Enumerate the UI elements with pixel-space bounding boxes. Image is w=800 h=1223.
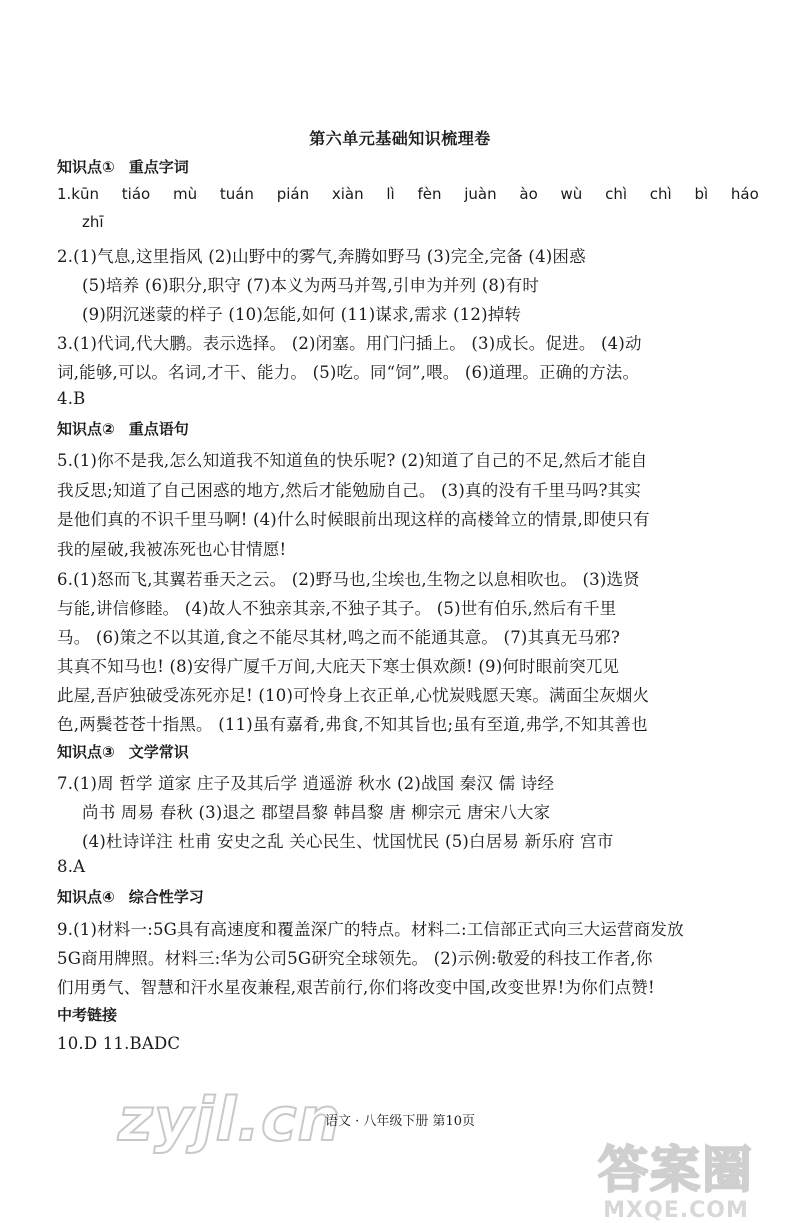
answer-line: 8.A [57,857,86,876]
answer-line: (5)培养 (6)职分,职守 (7)本义为两马并驾,引申为并列 (8)有时 [82,276,540,295]
page-footer: 语文 · 八年级下册 第10页 [324,1114,476,1129]
answer-line: 我反思;知道了自己困惑的地方,然后才能勉励自己。 (3)真的没有千里马吗?其实 [57,481,642,500]
answer-line: 词,能够,可以。名词,才干、能力。 (5)吃。同“饲”,喂。 (6)道理。正确的方法。 [57,363,640,382]
answer-line: 此屋,吾庐独破受冻死亦足! (10)可怜身上衣正单,心忧炭贱愿天寒。满面尘灰烟火 [57,686,650,705]
section-name: 重点字词 [128,158,189,176]
section-name: 文学常识 [128,743,189,761]
watermark-logo: zyjl.cn [118,1085,342,1155]
answer-line: 7.(1)周 哲学 道家 庄子及其后学 逍遥游 秋水 (2)战国 秦汉 儒 诗经 [57,774,555,793]
section-number: 知识点③ [57,743,115,761]
section-name: 中考链接 [57,1006,118,1024]
section-heading-1 [57,156,189,177]
answer-line: (9)阴沉迷蒙的样子 (10)怎能,如何 (11)谋求,需求 (12)掉转 [82,305,522,324]
answer-line: 3.(1)代词,代大鹏。表示选择。 (2)闭塞。用门闩插上。 (3)成长。促进。 (4)动 [57,334,642,353]
watermark-stamp [576,1130,776,1223]
answer-line: 马。 (6)策之不以其道,食之不能尽其材,鸣之而不能通其意。 (7)其真无马邪? [57,628,621,647]
answer-line: 我的屋破,我被冻死也心甘情愿! [57,540,287,559]
answer-line: 尚书 周易 春秋 (3)退之 郡望昌黎 韩昌黎 唐 柳宗元 唐宋八大家 [82,803,551,822]
answer-line: 10.D 11.BADC [57,1034,181,1053]
answer-line: 4.B [57,389,86,408]
answer-line: 们用勇气、智慧和汗水星夜兼程,艰苦前行,你们将改变中国,改变世界!为你们点赞! [57,978,655,997]
watermark-stamp-title: 答案圈 [598,1141,754,1199]
answer-line: 其真不知马也! (8)安得广厦千万间,大庇天下寒士俱欢颜! (9)何时眼前突兀见 [57,657,620,676]
section-number: 知识点① [57,158,115,176]
answer-line: 6.(1)怒而飞,其翼若垂天之云。 (2)野马也,尘埃也,生物之以息相吹也。 (3)选贤 [57,570,640,589]
section-number: 知识点② [57,420,115,438]
section-number: 知识点④ [57,888,115,906]
section-heading-5 [57,1004,117,1025]
answer-line: 2.(1)气息,这里指风 (2)山野中的雾气,奔腾如野马 (3)完全,完备 (4)困惑 [57,247,586,266]
answer-line: zhī [82,213,104,231]
section-heading-3 [57,741,189,762]
answer-line: 5G商用牌照。材料三:华为公司5G研究全球领先。 (2)示例:敬爱的科技工作者,你 [57,949,653,968]
answer-line: 5.(1)你不是我,怎么知道我不知道鱼的快乐呢? (2)知道了自己的不足,然后才能自 [57,451,648,470]
section-name: 重点语句 [128,420,189,438]
answer-line: 与能,讲信修睦。 (4)故人不独亲其亲,不独子其子。 (5)世有伯乐,然后有千里 [57,599,617,618]
watermark-stamp-url: MXQE.COM [603,1198,749,1223]
answer-line: (4)杜诗详注 杜甫 安史之乱 关心民生、忧国忧民 (5)白居易 新乐府 宫市 [82,832,614,851]
section-name: 综合性学习 [128,888,204,906]
answer-line: 色,两鬓苍苍十指黑。 (11)虽有嘉肴,弗食,不知其旨也;虽有至道,弗学,不知其善也 [57,715,648,734]
answer-line: 9.(1)材料一:5G具有高速度和覆盖深广的特点。材料二:工信部正式向三大运营商发放 [57,920,684,939]
page-title: 第六单元基础知识梳理卷 [309,129,491,148]
section-heading-2 [57,418,189,439]
answer-line: 1.kūn tiáo mù tuán pián xiàn lì fèn juàn ào wù chì chì bì háo [57,185,759,203]
section-heading-4 [57,886,204,907]
answer-line: 是他们真的不识千里马啊! (4)什么时候眼前出现这样的高楼耸立的情景,即使只有 [57,510,650,529]
